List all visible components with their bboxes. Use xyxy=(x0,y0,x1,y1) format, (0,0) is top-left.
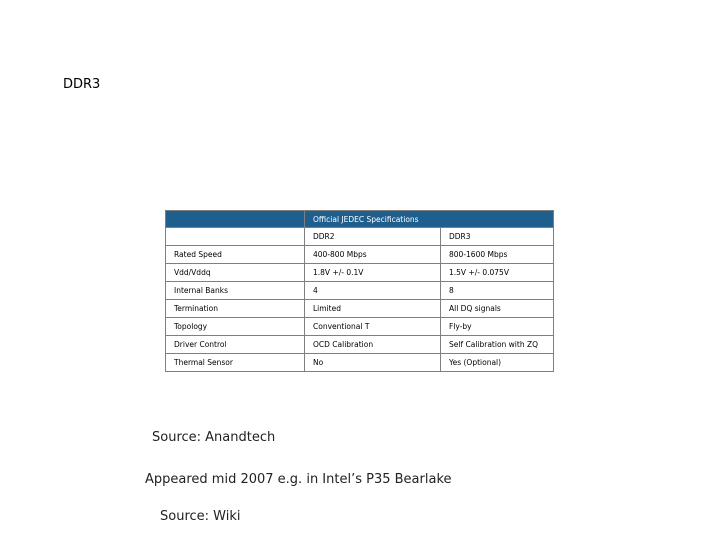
column-header-ddr3: DDR3 xyxy=(441,228,554,246)
source-wiki: Source: Wiki xyxy=(160,509,241,524)
ddr2-value: OCD Calibration xyxy=(305,336,441,354)
table-header-blank xyxy=(166,211,305,228)
ddr2-value: 4 xyxy=(305,282,441,300)
column-header-ddr2: DDR2 xyxy=(305,228,441,246)
table-row xyxy=(166,318,554,336)
row-label: Internal Banks xyxy=(166,282,305,300)
row-label: Driver Control xyxy=(166,336,305,354)
ddr3-value: 1.5V +/- 0.075V xyxy=(441,264,554,282)
table-row xyxy=(166,300,554,318)
ddr2-value: 1.8V +/- 0.1V xyxy=(305,264,441,282)
jedec-spec-table xyxy=(165,210,554,372)
ddr2-value: Conventional T xyxy=(305,318,441,336)
table-row xyxy=(166,264,554,282)
ddr3-value: 8 xyxy=(441,282,554,300)
ddr3-value: 800-1600 Mbps xyxy=(441,246,554,264)
source-anandtech: Source: Anandtech xyxy=(152,430,276,445)
ddr2-value: Limited xyxy=(305,300,441,318)
table-row xyxy=(166,246,554,264)
table-column-header-row xyxy=(166,228,554,246)
row-label: Vdd/Vddq xyxy=(166,264,305,282)
table-row xyxy=(166,354,554,372)
table-row xyxy=(166,336,554,354)
row-label: Termination xyxy=(166,300,305,318)
ddr2-value: 400-800 Mbps xyxy=(305,246,441,264)
slide-title: DDR3 xyxy=(63,77,101,92)
table-row xyxy=(166,282,554,300)
ddr3-value: Yes (Optional) xyxy=(441,354,554,372)
ddr3-value: All DQ signals xyxy=(441,300,554,318)
appeared-note: Appeared mid 2007 e.g. in Intel’s P35 Bearlake xyxy=(145,472,452,487)
row-label: Rated Speed xyxy=(166,246,305,264)
ddr3-value: Self Calibration with ZQ xyxy=(441,336,554,354)
row-label: Thermal Sensor xyxy=(166,354,305,372)
table-header-row xyxy=(166,211,554,228)
ddr3-value: Fly-by xyxy=(441,318,554,336)
column-header-blank xyxy=(166,228,305,246)
ddr2-value: No xyxy=(305,354,441,372)
table-header-title: Official JEDEC Specifications xyxy=(305,211,554,228)
row-label: Topology xyxy=(166,318,305,336)
